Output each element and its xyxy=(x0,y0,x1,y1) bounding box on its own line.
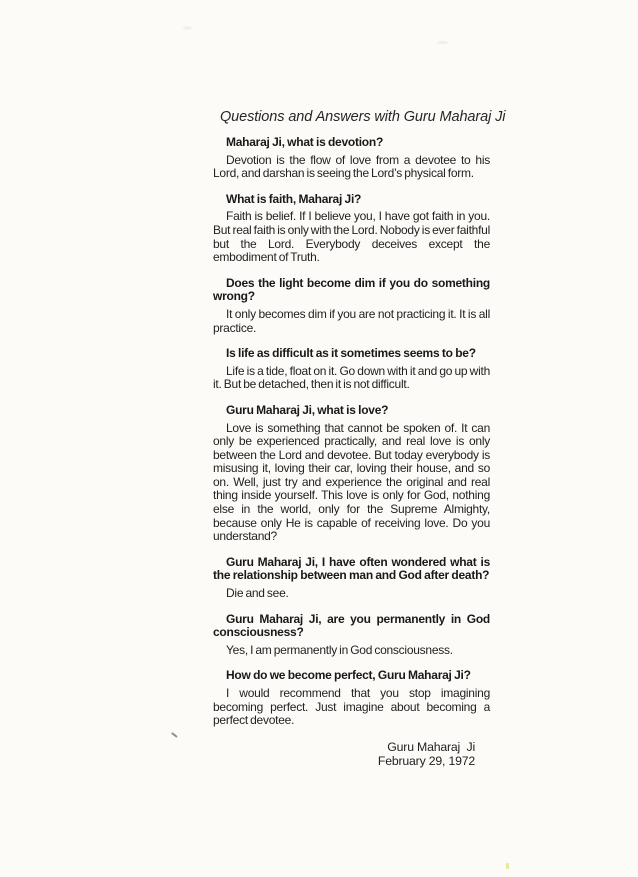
answer-text: Die and see. xyxy=(226,586,289,601)
scan-tick-mark xyxy=(171,732,177,738)
signature-date: February 29, 1972 xyxy=(377,754,475,769)
question-text: Maharaj Ji, what is devotion? xyxy=(226,135,384,149)
answer-text: Love is something that cannot be spoken of. It can only be experienced practically, and real love is only between the Lord and devotee. But today everybody is misusing it, loving their car, loving their house, and so on. Well, just try and experience the original and real thing inside yourself. This love is only for God, nothing else in the world, only for the Supreme Almighty, because only He is capable of receiving love. Do you understand? xyxy=(213,420,490,544)
page-title: Questions and Answers with Guru Maharaj Ji xyxy=(220,109,506,125)
question-text: What is faith, Maharaj Ji? xyxy=(226,191,362,206)
question-text: Is life as difficult as it sometimes seems to be? xyxy=(226,346,476,361)
signature-block xyxy=(213,740,490,769)
scan-smudge xyxy=(183,26,192,30)
qa-item xyxy=(213,136,490,181)
qa-item xyxy=(213,669,490,727)
question-text: Does the light become dim if you do something wrong? xyxy=(213,275,490,304)
scan-smudge xyxy=(437,41,448,44)
qa-item xyxy=(213,193,490,265)
question-text: Guru Maharaj Ji, are you permanently in God consciousness? xyxy=(213,611,490,640)
question-text: Guru Maharaj Ji, I have often wondered what is the relationship between man and God after death? xyxy=(213,554,490,583)
qa-item xyxy=(213,404,490,544)
answer-text: Devotion is the flow of love from a devotee to his Lord, and darshan is seeing the Lord’s physical form. xyxy=(213,152,490,181)
qa-item xyxy=(213,277,490,335)
scan-yellow-speck xyxy=(506,863,509,869)
qa-item xyxy=(213,556,490,601)
answer-text: I would recommend that you stop imagining becoming perfect. Just imagine about becoming a perfect devotee. xyxy=(213,686,490,728)
question-text: Guru Maharaj Ji, what is love? xyxy=(226,402,389,417)
signature-name: Guru Maharaj Ji xyxy=(387,739,475,754)
question-text: How do we become perfect, Guru Maharaj Ji? xyxy=(226,668,471,683)
answer-text: It only becomes dim if you are not practicing it. It is all practice. xyxy=(213,306,490,335)
qa-item xyxy=(213,613,490,658)
qa-item xyxy=(213,347,490,392)
answer-text: Faith is belief. If I believe you, I have got faith in you. But real faith is only with the Lord. Nobody is ever faithful but the Lord. Everybody deceives except the embodiment of Truth. xyxy=(213,209,491,265)
text-column xyxy=(213,108,506,769)
answer-text: Yes, I am permanently in God consciousness. xyxy=(226,642,453,657)
answer-text: Life is a tide, float on it. Go down with it and go up with it. But be detached, then it is not difficult. xyxy=(213,363,490,392)
